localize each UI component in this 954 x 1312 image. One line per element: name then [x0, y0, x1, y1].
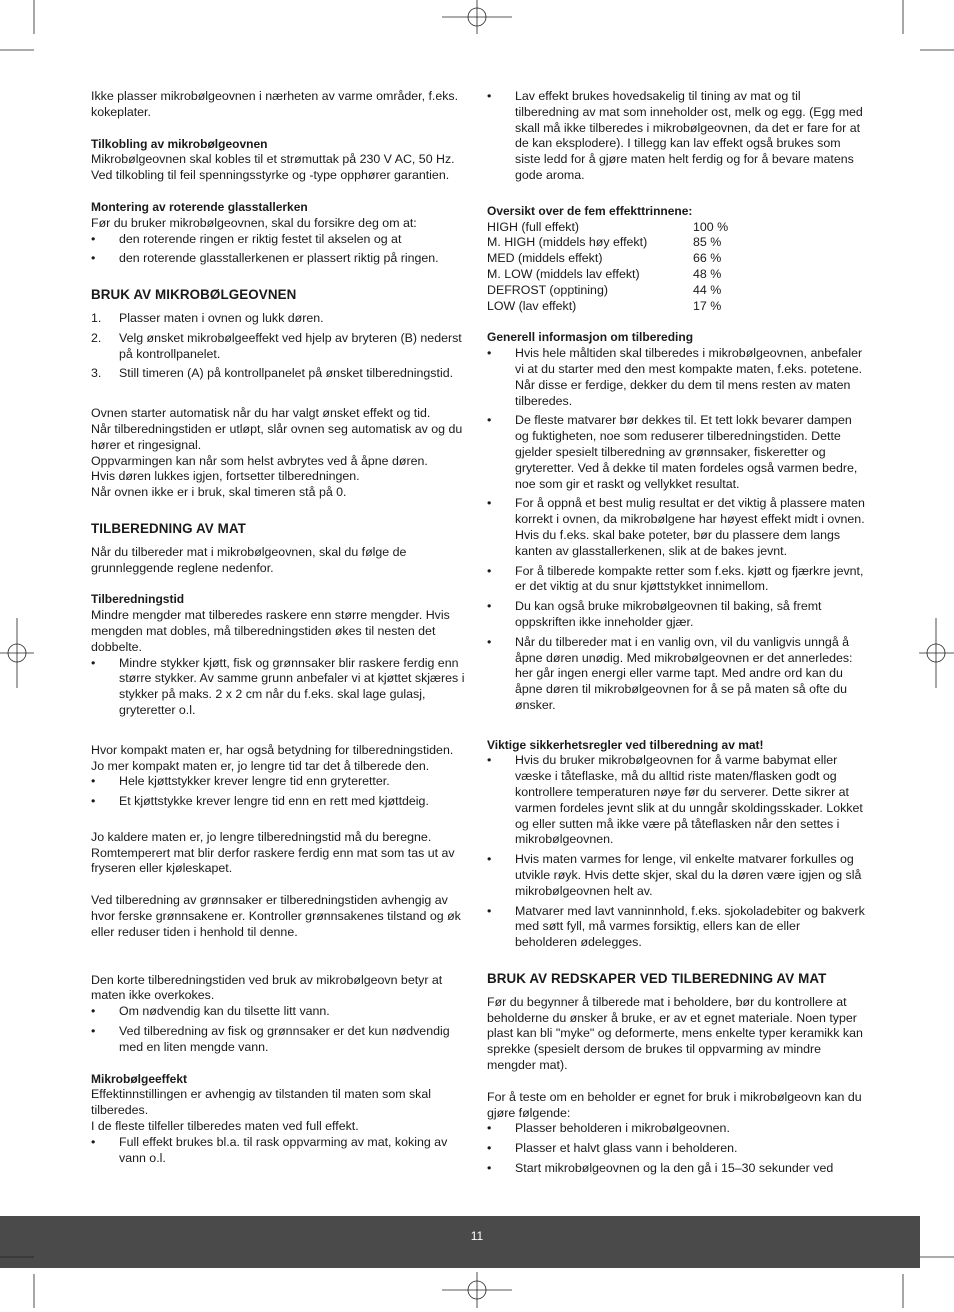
registration-mark-bottom — [442, 1272, 512, 1312]
list-item-text: For å oppnå et best mulig resultat er det viktig å plassere maten korrekt i ovnen, da mikrobølgene har høyest effekt midt i ovnen. Hvis du f.eks. skal bake poteter, bør du plassere dem langs kanten av glasstallerkenen, slik at de bakes jevnt. — [515, 496, 865, 558]
bullet-marker: • — [91, 231, 96, 246]
left-column — [91, 89, 467, 1166]
step-number: 3. — [91, 366, 102, 381]
list-item — [487, 753, 865, 848]
table-row — [487, 299, 728, 315]
level-value: 66 % — [693, 251, 722, 266]
bullet-marker: • — [487, 852, 492, 867]
list-item — [487, 1141, 865, 1157]
list-item-text: Hvis du bruker mikrobølgeovnen for å varme babymat eller væske i tåteflaske, må du alltid riste maten/flasken godt og kontrollere temperaturen nøye før du serverer. Dette sikrer at varmen fordeles jevnt slik at du unngår skoldingsskader. Lokket og eller sutten må ikke være på tåteflasken når den settes i mikrobølgeovnen. — [515, 753, 863, 847]
bruk-line: Oppvarmingen kan når som helst avbrytes ved å åpne døren. — [91, 453, 428, 468]
level-label: HIGH (full effekt) — [487, 219, 580, 234]
list-item — [91, 232, 467, 248]
montering-heading: Montering av roterende glasstallerken — [91, 199, 308, 214]
list-item-text: Still timeren (A) på kontrollpanelet på ønsket tilberedningstid. — [119, 366, 454, 381]
level-label: DEFROST (opptining) — [487, 282, 608, 297]
bullet-marker: • — [487, 634, 492, 649]
bullet-marker: • — [487, 1121, 492, 1136]
list-item — [487, 89, 865, 184]
list-item — [487, 599, 865, 631]
redskaper-heading: BRUK AV REDSKAPER VED TILBEREDNING AV MAT — [487, 971, 827, 987]
list-item — [487, 413, 865, 492]
step-number: 2. — [91, 330, 102, 345]
tilberedningstid-heading: Tilberedningstid — [91, 592, 185, 607]
tilberedningstid-paragraph: Mindre mengder mat tilberedes raskere enn større mengder. Hvis mengden mat dobles, må tilberedningstiden økes til nesten det dobbelte. — [91, 608, 450, 654]
table-row — [487, 283, 728, 299]
list-item — [487, 564, 865, 596]
list-item — [91, 1004, 467, 1020]
level-value: 85 % — [693, 235, 722, 250]
effekt-paragraph: I de fleste tilfeller tilberedes maten ved full effekt. — [91, 1119, 359, 1134]
list-item — [91, 1135, 467, 1167]
bullet-marker: • — [487, 1141, 492, 1156]
bullet-marker: • — [91, 251, 96, 266]
list-item-text: For å tilberede kompakte retter som f.eks. kjøtt og fjærkre jevnt, er det viktig at du snur kjøttstykket innimellom. — [515, 563, 864, 594]
bruk-line: Hvis døren lukkes igjen, fortsetter tilberedningen. — [91, 469, 360, 484]
registration-mark-right — [914, 618, 954, 688]
list-item-text: Plasser beholderen i mikrobølgeovnen. — [515, 1121, 730, 1136]
list-item-text: Velg ønsket mikrobølgeeffekt ved hjelp av bryteren (B) nederst på kontrollpanelet. — [119, 330, 462, 361]
list-item-text: Full effekt brukes bl.a. til rask oppvarming av mat, koking av vann o.l. — [119, 1134, 448, 1165]
list-item — [91, 251, 467, 267]
power-level-table — [487, 220, 728, 315]
list-item-text: Plasser et halvt glass vann i beholderen. — [515, 1141, 738, 1156]
list-item-text: Lav effekt brukes hovedsakelig til tining av mat og til tilberedning av mat som inneholder ost, melk og egg. (Egg med skall må ikke tilberedes i mikrobølgeovnen, da det er fare for at de kan eksplodere). I tillegg kan lav effekt også brukes som siste ledd for å gjøre maten helt ferdig og for å bevare matens gode aroma. — [515, 89, 863, 182]
bruk-line: Når tilberedningstiden er utløpt, slår ovnen seg automatisk av og du hører et ringesignal. — [91, 421, 463, 452]
level-label: MED (middels effekt) — [487, 251, 603, 266]
list-item-text: Du kan også bruke mikrobølgeovnen til baking, så fremt oppskriften ikke inneholder gjær. — [515, 599, 822, 629]
list-item — [91, 331, 467, 363]
bullet-marker: • — [487, 563, 492, 578]
registration-mark-left — [0, 618, 40, 688]
table-row — [487, 220, 728, 236]
bruk-line: Når ovnen ikke er i bruk, skal timeren stå på 0. — [91, 485, 347, 500]
list-item-text: den roterende ringen er riktig festet til akselen og at — [119, 231, 402, 246]
list-item-text: Mindre stykker kjøtt, fisk og grønnsaker blir raskere ferdig enn større stykker. Av samme grunn anbefaler vi at kjøttet skjæres i stykker på maks. 2 x 2 cm når du f.eks. skal lage gulasj, gryteretter o.l. — [119, 655, 465, 717]
bullet-marker: • — [487, 599, 492, 614]
level-value: 48 % — [693, 266, 722, 281]
level-label: M. HIGH (middels høy effekt) — [487, 235, 648, 250]
list-item — [487, 1121, 865, 1137]
sikkerhet-heading: Viktige sikkerhetsregler ved tilberedning av mat! — [487, 737, 764, 752]
level-label: M. LOW (middels lav effekt) — [487, 266, 640, 281]
tilberedning-heading: TILBEREDNING AV MAT — [91, 520, 246, 536]
list-item — [487, 904, 865, 951]
redskaper-paragraph: Før du begynner å tilberede mat i beholdere, bør du kontrollere at beholderne du ønsker å bruke, er av et egnet materiale. Noen typer plast kan bli "myke" og deformerte, mens enkelte typer keramikk kan sprekke (spesielt dersom de brukes til oppvarming av mindre mengder mat). — [487, 994, 863, 1073]
list-item-text: Hvis hele måltiden skal tilberedes i mikrobølgeovnen, anbefaler vi at du starter med den mest kompakte maten, f.eks. potetene. Når disse er ferdige, dekker du dem til mens resten av maten tilberedes. — [515, 346, 863, 408]
level-label: LOW (lav effekt) — [487, 298, 577, 313]
list-item — [487, 346, 865, 409]
bullet-marker: • — [91, 1004, 96, 1019]
list-item — [91, 1024, 467, 1056]
test-paragraph: For å teste om en beholder er egnet for bruk i mikrobølgeovn kan du gjøre følgende: — [487, 1089, 862, 1120]
bruk-after-block — [91, 406, 467, 501]
bullet-marker: • — [487, 496, 492, 511]
list-item-text: den roterende glasstallerkenen er plassert riktig på ringen. — [119, 251, 439, 266]
table-row — [487, 251, 728, 267]
list-item-text: Ved tilberedning av fisk og grønnsaker er det kun nødvendig med en liten mengde vann. — [119, 1024, 450, 1054]
list-item-text: Om nødvendig kan du tilsette litt vann. — [119, 1004, 330, 1019]
bullet-marker: • — [487, 903, 492, 918]
list-item — [91, 366, 467, 382]
bullet-marker: • — [487, 753, 492, 768]
bullet-marker: • — [91, 1134, 96, 1149]
step-number: 1. — [91, 310, 102, 325]
tilkobling-heading: Tilkobling av mikrobølgeovnen — [91, 136, 268, 151]
list-item-text: Hele kjøttstykker krever lengre tid enn gryteretter. — [119, 774, 390, 789]
oversikt-heading: Oversikt over de fem effekttrinnene: — [487, 203, 693, 218]
gronnsaker-paragraph: Ved tilberedning av grønnsaker er tilberedningstiden avhengig av hvor ferske grønnsakene er. Kontroller grønnsakenes tilstand og øk eller reduser tiden i henhold til denne. — [91, 893, 461, 939]
intro-paragraph: Ikke plasser mikrobølgeovnen i nærheten av varme områder, f.eks. kokeplater. — [91, 89, 459, 119]
tilkobling-paragraph: Mikrobølgeovnen skal kobles til et strømuttak på 230 V AC, 50 Hz. Ved tilkobling til feil spenningsstyrke og -type opphører garantien. — [91, 152, 455, 183]
bullet-marker: • — [487, 346, 492, 361]
list-item — [487, 852, 865, 899]
mikrobolgeeffekt-heading: Mikrobølgeeffekt — [91, 1071, 188, 1086]
kompakt-paragraph: Hvor kompakt maten er, har også betydning for tilberedningstiden. Jo mer kompakt maten er, jo lengre tid tar det å tilberede den. — [91, 742, 454, 773]
montering-paragraph: Før du bruker mikrobølgeovnen, skal du forsikre deg om at: — [91, 215, 417, 230]
kald-paragraph: Jo kaldere maten er, jo lengre tilberedningstid må du beregne. Romtemperert mat blir derfor raskere ferdig enn mat som tas ut av fryseren eller kjøleskapet. — [91, 829, 455, 876]
kort-paragraph: Den korte tilberedningstiden ved bruk av mikrobølgeovn betyr at maten ikke overkokes. — [91, 972, 443, 1003]
list-item — [487, 635, 865, 714]
list-item-text: Hvis maten varmes for lenge, vil enkelte matvarer forkulles og utvikle røyk. Hvis dette skjer, skal du la døren være igjen og slå mikrobølgeovnen helt av. — [515, 852, 862, 898]
bruk-heading: BRUK AV MIKROBØLGEOVNEN — [91, 287, 297, 303]
page-number: 11 — [470, 1229, 484, 1243]
list-item — [91, 774, 467, 790]
effekt-paragraph: Effektinnstillingen er avhengig av tilstanden til maten som skal tilberedes. — [91, 1087, 432, 1118]
bullet-marker: • — [487, 413, 492, 428]
bullet-marker: • — [91, 1024, 96, 1039]
right-column — [487, 89, 865, 1177]
list-item — [91, 311, 467, 327]
list-item-text: Matvarer med lavt vanninnhold, f.eks. sjokoladebiter og bakverk med søtt fyll, må varmes forsiktig, ellers kan de eller beholderen ødelegges. — [515, 903, 865, 950]
registration-mark-top — [442, 0, 512, 40]
bruk-line: Ovnen starter automatisk når du har valgt ønsket effekt og tid. — [91, 406, 431, 421]
list-item — [91, 794, 467, 810]
bullet-marker: • — [91, 655, 96, 670]
list-item-text: Når du tilbereder mat i en vanlig ovn, vil du vanligvis unngå å åpne døren unødig. Med mikrobølgeovnen er det annerledes: her går ingen energi eller varme tapt. Med andre ord kan du åpne døren til mikrobølgeovnen for å se på maten så ofte du ønsker. — [515, 634, 853, 712]
list-item-text: Start mikrobølgeovnen og la den gå i 15–30 sekunder ved — [515, 1161, 834, 1176]
list-item — [91, 656, 467, 719]
bullet-marker: • — [487, 1161, 492, 1176]
bullet-marker: • — [487, 89, 492, 103]
list-item — [487, 1161, 865, 1177]
table-row — [487, 267, 728, 283]
tilberedning-intro: Når du tilbereder mat i mikrobølgeovnen, skal du følge de grunnleggende reglene nedenfor. — [91, 544, 407, 575]
bullet-marker: • — [91, 794, 96, 809]
list-item-text: Plasser maten i ovnen og lukk døren. — [119, 310, 324, 325]
bullet-marker: • — [91, 774, 96, 789]
list-item — [487, 496, 865, 559]
list-item-text: De fleste matvarer bør dekkes til. Et tett lokk bevarer dampen og fuktigheten, noe som reduserer tilberedningstiden. Dette gjelder spesielt tilberedning av grønnsaker, fiskeretter og gryteretter. Ved å dekke til maten fordeles også varmen bedre, noe som gir et raskt og vellykket resultat. — [515, 413, 858, 491]
level-value: 100 % — [693, 219, 729, 234]
table-row — [487, 235, 728, 251]
generell-heading: Generell informasjon om tilbereding — [487, 330, 694, 345]
list-item-text: Et kjøttstykke krever lengre tid enn en rett med kjøttdeig. — [119, 794, 429, 809]
level-value: 44 % — [693, 282, 722, 297]
level-value: 17 % — [693, 298, 722, 313]
